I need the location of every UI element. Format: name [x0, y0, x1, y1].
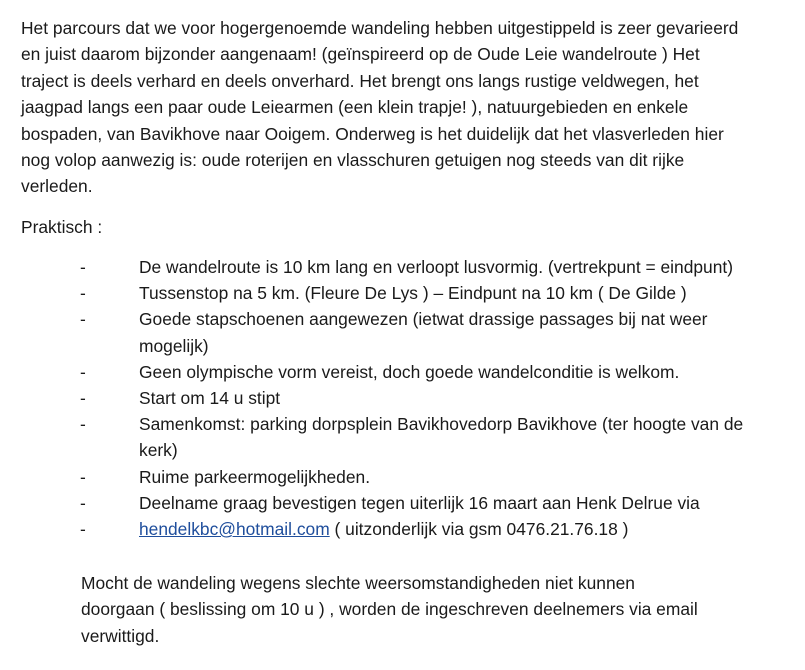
list-item-text	[139, 516, 789, 542]
bullet-dash: -	[80, 414, 86, 435]
closing-line: doorgaan ( beslissing om 10 u ) , worden de ingeschreven deelnemers via email	[81, 599, 698, 620]
list-item-text	[139, 490, 789, 516]
bullet-dash: -	[80, 283, 86, 304]
bullet-dash: -	[80, 361, 86, 382]
list-item	[0, 280, 805, 306]
closing-line: verwittigd.	[81, 625, 160, 646]
list-item-line: Tussenstop na 5 km. (Fleure De Lys ) – Eindpunt na 10 km ( De Gilde )	[139, 283, 687, 304]
bullet-dash: -	[80, 257, 86, 277]
intro-line: nog volop aanwezig is: oude roterijen en vlasschuren getuigen nog steeds van dit rijke	[21, 150, 685, 171]
list-item	[0, 490, 805, 516]
list-item-line: Ruime parkeermogelijkheden.	[139, 466, 371, 487]
intro-line: en juist daarom bijzonder aangenaam! (geïnspireerd op de Oude Leie wandelroute ) Het	[21, 44, 700, 65]
list-item-text	[139, 464, 789, 490]
list-item	[0, 359, 805, 385]
list-item	[0, 464, 805, 490]
list-item-text	[139, 385, 789, 411]
list-item	[0, 254, 805, 280]
list-item-line: Geen olympische vorm vereist, doch goede wandelconditie is welkom.	[139, 361, 680, 382]
bullet-dash: -	[80, 388, 86, 409]
practical-list	[0, 254, 805, 542]
list-item-text	[139, 411, 789, 463]
bullet-dash: -	[80, 519, 86, 540]
list-item-contact	[0, 516, 805, 542]
list-item-line: Samenkomst: parking dorpsplein Bavikhovedorp Bavikhove (ter hoogte van de	[139, 414, 744, 435]
list-item	[0, 306, 805, 358]
intro-line: traject is deels verhard en deels onverhard. Het brengt ons langs rustige veldwegen, het	[21, 70, 699, 91]
closing-paragraph	[81, 570, 698, 649]
list-item-text	[139, 280, 789, 306]
list-item	[0, 411, 805, 463]
list-item-line: kerk)	[139, 440, 178, 461]
list-item-line: Deelname graag bevestigen tegen uiterlijk 16 maart aan Henk Delrue via	[139, 492, 700, 513]
intro-line: verleden.	[21, 176, 93, 197]
intro-line: Het parcours dat we voor hogergenoemde wandeling hebben uitgestippeld is zeer gevarieerd	[21, 18, 739, 38]
bullet-dash: -	[80, 309, 86, 330]
intro-paragraph	[21, 15, 791, 200]
closing-line: Mocht de wandeling wegens slechte weersomstandigheden niet kunnen	[81, 573, 635, 593]
contact-phone-text: ( uitzonderlijk via gsm 0476.21.76.18 )	[329, 519, 629, 540]
list-item-line: mogelijk)	[139, 335, 209, 356]
list-item-line: Goede stapschoenen aangewezen (ietwat drassige passages bij nat weer	[139, 309, 708, 330]
list-item-line: De wandelroute is 10 km lang en verloopt lusvormig. (vertrekpunt = eindpunt)	[139, 257, 734, 277]
list-item-text	[139, 254, 789, 280]
intro-line: jaagpad langs een paar oude Leiearmen (een klein trapje! ), natuurgebieden en enkele	[21, 97, 689, 118]
list-item-text	[139, 306, 789, 358]
list-item-line: Start om 14 u stipt	[139, 388, 281, 409]
intro-line: bospaden, van Bavikhove naar Ooigem. Onderweg is het duidelijk dat het vlasverleden hier	[21, 123, 724, 144]
contact-line	[139, 516, 789, 542]
email-link[interactable]: hendelkbc@hotmail.com	[139, 519, 330, 540]
bullet-dash: -	[80, 466, 86, 487]
list-item	[0, 385, 805, 411]
practical-heading: Praktisch :	[21, 217, 103, 237]
list-item-text	[139, 359, 789, 385]
bullet-dash: -	[80, 492, 86, 513]
